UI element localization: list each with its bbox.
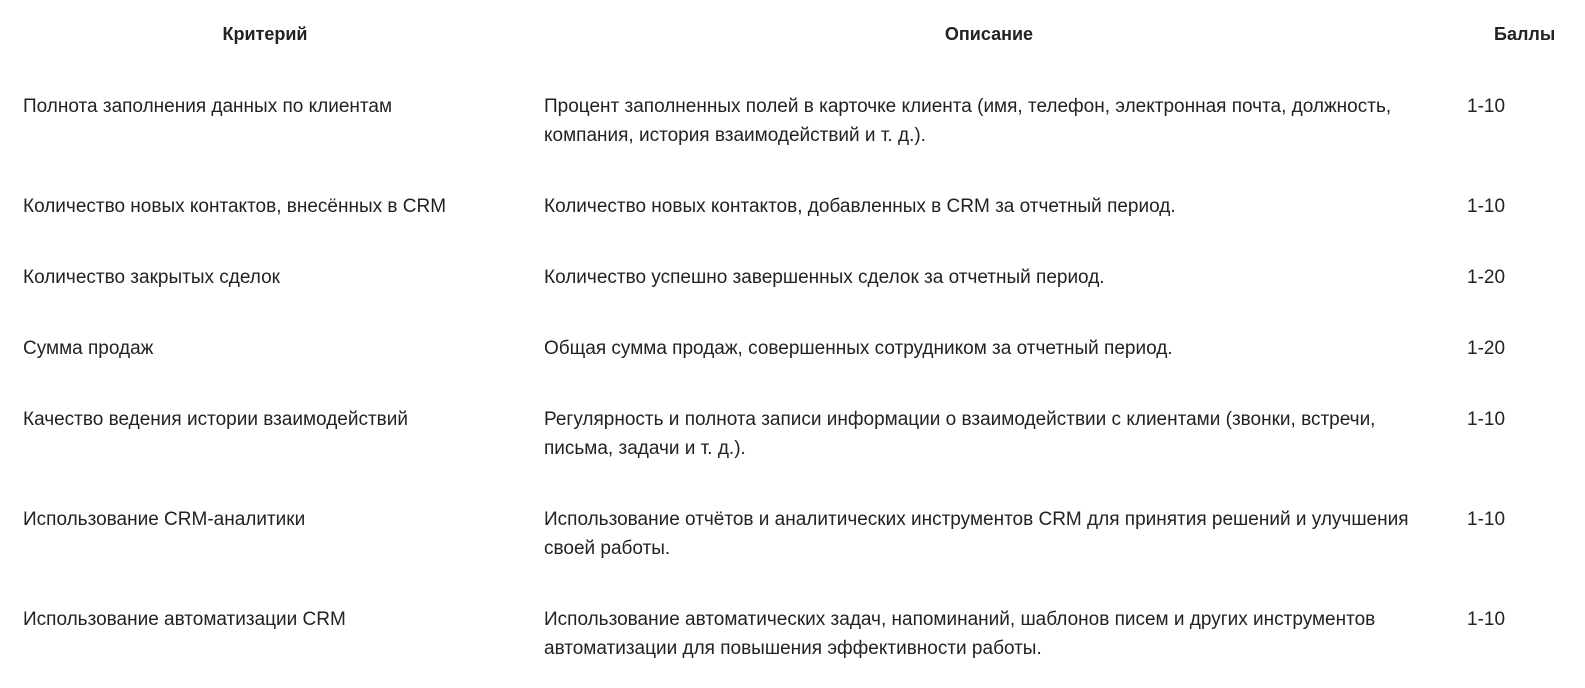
table-body xyxy=(0,68,1585,681)
criterion-cell: Использование автоматизации CRM xyxy=(23,609,346,630)
score-cell: 1-10 xyxy=(1467,96,1506,117)
description-cell: Общая сумма продаж, совершенных сотрудником за отчетный период. xyxy=(544,338,1173,359)
criterion-cell: Сумма продаж xyxy=(23,338,154,359)
description-cell: Регулярность и полнота записи информации о взаимодействии с клиентами (звонки, встречи, письма, задачи и т. д.). xyxy=(544,409,1376,459)
criterion-cell: Качество ведения истории взаимодействий xyxy=(23,409,408,430)
table-row xyxy=(0,481,1585,581)
table-row xyxy=(0,381,1585,481)
description-cell: Количество новых контактов, добавленных в CRM за отчетный период. xyxy=(544,196,1176,217)
table-header xyxy=(0,0,1585,68)
header-score: Баллы xyxy=(1494,23,1556,44)
score-cell: 1-20 xyxy=(1467,338,1506,359)
criterion-cell: Полнота заполнения данных по клиентам xyxy=(23,96,393,117)
score-cell: 1-20 xyxy=(1467,267,1506,288)
header-row xyxy=(0,0,1585,68)
criterion-cell: Количество новых контактов, внесённых в CRM xyxy=(23,196,447,217)
score-cell: 1-10 xyxy=(1467,409,1506,430)
table-row xyxy=(0,310,1585,381)
header-description: Описание xyxy=(944,23,1034,44)
description-cell: Использование автоматических задач, напоминаний, шаблонов писем и других инструментов автоматизации для повышения эффективности работы. xyxy=(544,609,1376,659)
table-row xyxy=(0,581,1585,681)
score-cell: 1-10 xyxy=(1467,609,1506,630)
score-cell: 1-10 xyxy=(1467,509,1506,530)
score-cell: 1-10 xyxy=(1467,196,1506,217)
table-row xyxy=(0,239,1585,310)
description-cell: Использование отчётов и аналитических инструментов CRM для принятия решений и улучшения своей работы. xyxy=(544,509,1409,559)
description-cell: Процент заполненных полей в карточке клиента (имя, телефон, электронная почта, должность, компания, история взаимодействий и т. д.). xyxy=(544,96,1392,146)
table-row xyxy=(0,168,1585,239)
description-cell: Количество успешно завершенных сделок за отчетный период. xyxy=(544,267,1105,288)
criterion-cell: Использование CRM-аналитики xyxy=(23,509,306,530)
table-row xyxy=(0,68,1585,168)
header-criterion: Критерий xyxy=(222,23,308,44)
criterion-cell: Количество закрытых сделок xyxy=(23,267,280,288)
